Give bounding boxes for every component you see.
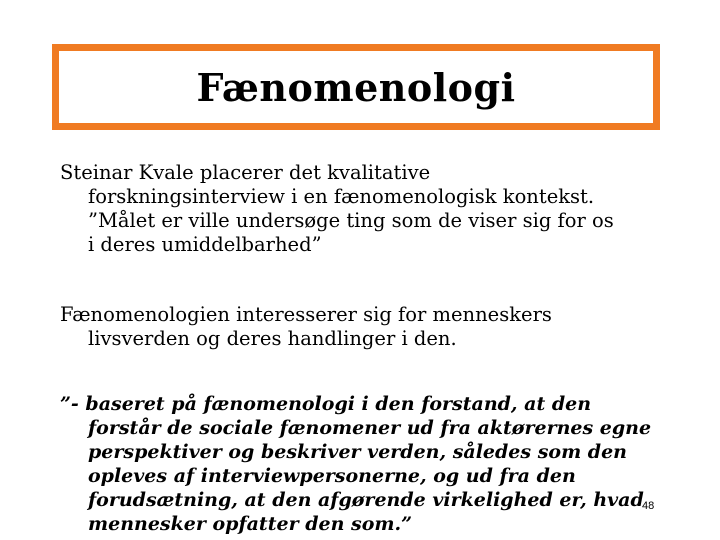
paragraph-line: forskningsinterview i en fænomenologisk kontekst. bbox=[88, 185, 595, 208]
quote-line: forudsætning, at den afgørende virkelighed er, hvad bbox=[88, 489, 644, 511]
paragraph-kvale bbox=[60, 161, 660, 257]
title-box bbox=[52, 44, 660, 130]
quote-line: forstår de sociale fænomener ud fra aktørernes egne bbox=[88, 417, 652, 439]
paragraph-line: livsverden og deres handlinger i den. bbox=[88, 327, 457, 350]
paragraph-line: ”Målet er ville undersøge ting som de viser sig for os bbox=[88, 209, 614, 232]
paragraph-line: i deres umiddelbarhed” bbox=[88, 233, 322, 256]
paragraph-line: Steinar Kvale placerer det kvalitative bbox=[60, 161, 431, 184]
paragraph-livsverden bbox=[60, 303, 660, 351]
paragraph-line: Fænomenologien interesserer sig for menneskers bbox=[60, 303, 552, 326]
quote-line: ”- baseret på fænomenologi i den forstand, at den bbox=[60, 393, 592, 415]
quote-paragraph bbox=[60, 392, 660, 536]
slide-title: Fænomenologi bbox=[196, 64, 516, 110]
quote-line: opleves af interviewpersonerne, og ud fra den bbox=[88, 465, 576, 487]
quote-line: perspektiver og beskriver verden, således som den bbox=[88, 441, 627, 463]
quote-line: mennesker opfatter den som.” bbox=[88, 513, 413, 535]
page-number: 48 bbox=[642, 500, 655, 512]
